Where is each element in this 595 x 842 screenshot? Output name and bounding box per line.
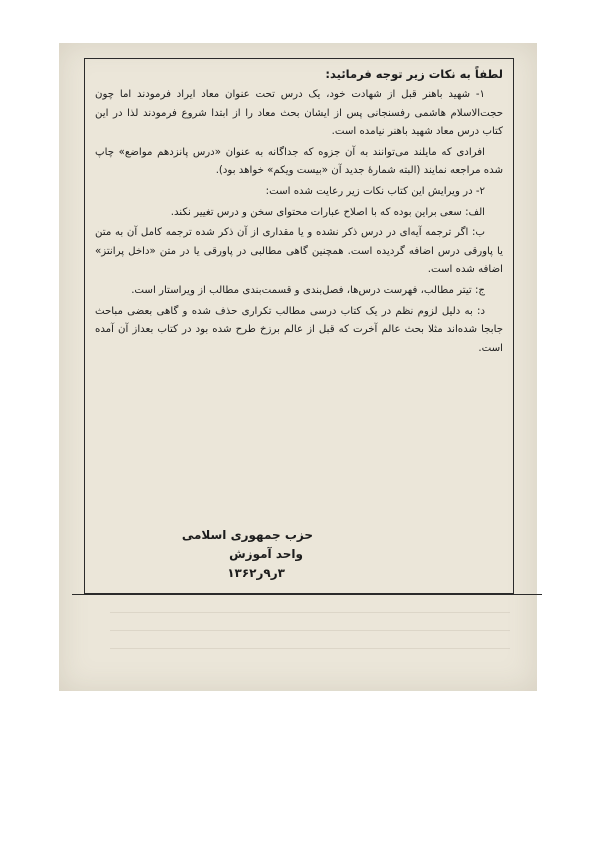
paragraph-2: افرادی که مایلند می‌توانند به آن جزوه که جداگانه به عنوان «درس پانزدهم مواضع» چاپ شده مراجعه نمایند (البته شمارهٔ جدید آن «بیست ویکم» خواهد بود).: [95, 146, 503, 177]
bleed-through-line: [110, 612, 510, 613]
item-alef: الف: سعی براین بوده که با اصلاح عبارات محتوای سخن و درس تغییر نکند.: [170, 206, 485, 218]
signature-organization: حزب جمهوری اسلامی: [181, 528, 313, 542]
notice-heading: لطفاً به نکات زیر توجه فرمائید:: [325, 67, 503, 81]
bleed-through-line: [110, 630, 510, 631]
bleed-through-line: [110, 648, 510, 649]
notice-box: [84, 58, 514, 594]
paragraph-3: ۲- در ویرایش این کتاب نکات زیر رعایت شده است:: [265, 185, 485, 197]
paragraph-1: ۱- شهید باهنر قبل از شهادت خود، یک درس تحت عنوان معاد ایراد فرمودند اما چون حجت‌الاسلام هاشمی رفسنجانی پس از ایشان بحث معاد را از ابتدا شروع فرمودند لذا در این کتاب درس معاد شهید باهنر نیامده است.: [95, 89, 503, 138]
item-be: ب: اگر ترجمه آیه‌ای در درس ذکر نشده و یا مقداری از آن ذکر شده ترجمه کامل آن به متن یا پاورقی درس اضافه گردیده است. همچنین گاهی مطالبی در پاورقی یا در متن «داخل پرانتز» اضافه شده است.: [95, 227, 503, 276]
signature-unit: واحد آموزش: [229, 547, 303, 561]
item-jim: ج: تیتر مطالب، فهرست درس‌ها، فصل‌بندی و قسمت‌بندی مطالب از ویراستار است.: [131, 284, 485, 296]
bottom-rule: [72, 594, 542, 595]
signature-block: [182, 526, 313, 583]
item-dal: د: به دلیل لزوم نظم در یک کتاب درسی مطالب تکراری حذف شده و گاهی بعضی مباحث جابجا شده‌اند مثلا بحث عالم آخرت که قبل از عالم برزخ طرح شده بود در کتاب بعداز آن آمده است.: [95, 305, 503, 354]
signature-date: ۳ر۹ر۱۳۶۲: [227, 566, 285, 580]
